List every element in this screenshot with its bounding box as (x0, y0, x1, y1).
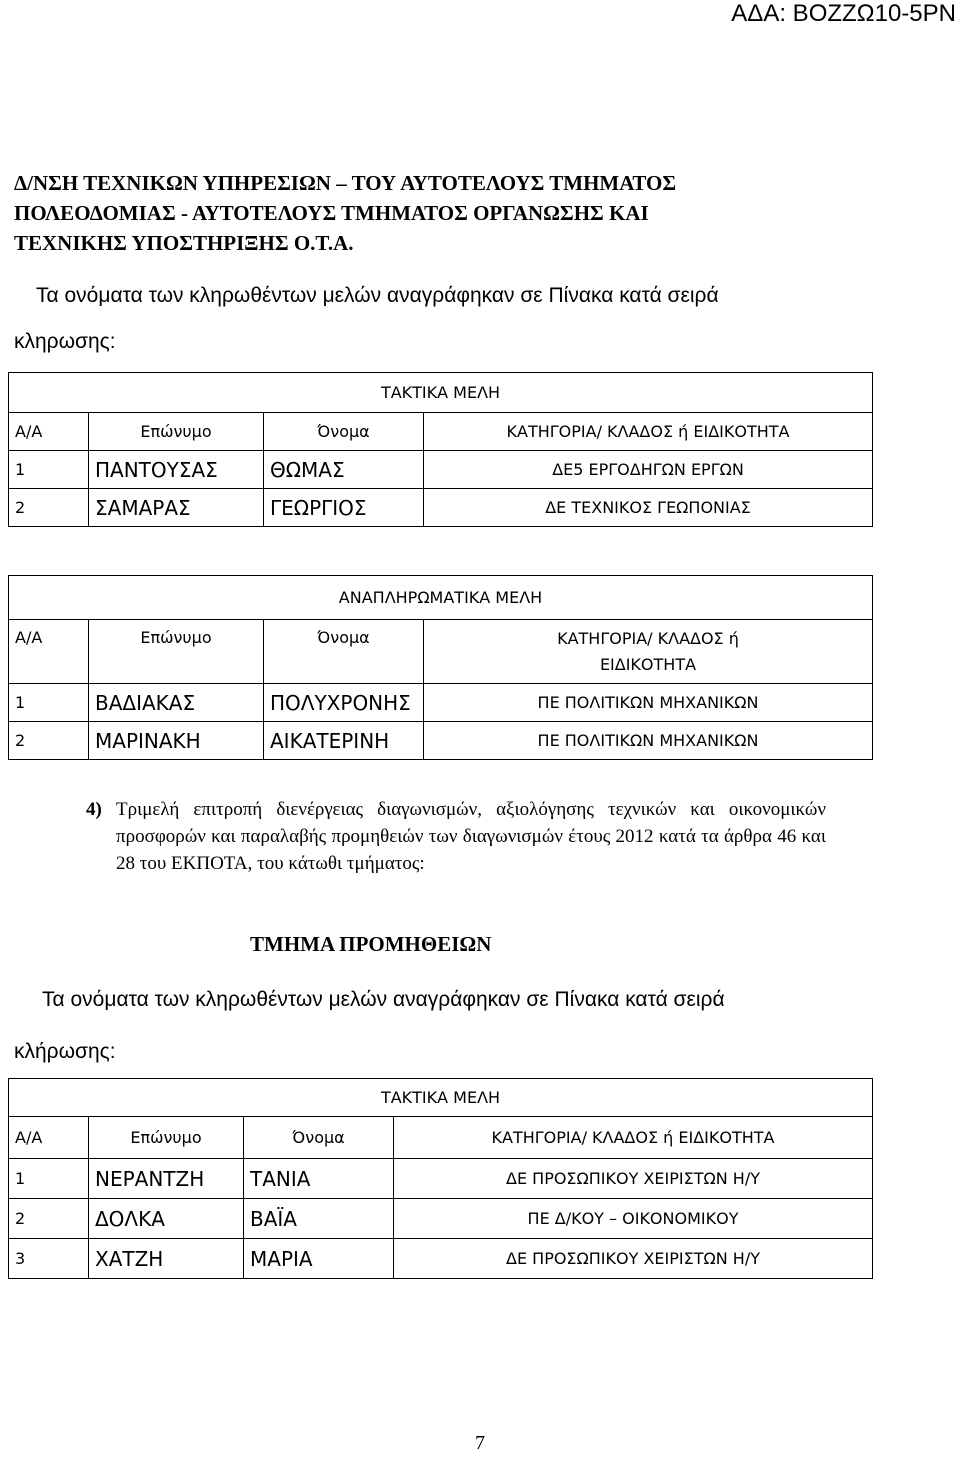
heading-line-1: Δ/ΝΣΗ ΤΕΧΝΙΚΩΝ ΥΠΗΡΕΣΙΩΝ – ΤΟΥ ΑΥΤΟΤΕΛΟΥΣ ΤΜΗΜΑΤΟΣ (14, 171, 677, 195)
col-header-name: Όνομα (244, 1117, 394, 1159)
item-number: 4) (86, 799, 102, 820)
page-number: 7 (475, 1432, 485, 1454)
intro-text-2: Τα ονόματα των κληρωθέντων μελών αναγράφηκαν σε Πίνακα κατά σειρά (42, 988, 725, 1011)
cell-surname: ΝΕΡΑΝΤΖΗ (89, 1159, 244, 1199)
cell-name: ΜΑΡΙΑ (244, 1239, 394, 1279)
col-header-surname: Επώνυμο (89, 620, 264, 684)
cell-surname: ΜΑΡΙΝΑΚΗ (89, 722, 264, 760)
table-row (9, 489, 873, 527)
cell-surname: ΧΑΤΖΗ (89, 1239, 244, 1279)
col-header-category: ΚΑΤΗΓΟΡΙΑ/ ΚΛΑΔΟΣ ή ΕΙΔΙΚΟΤΗΤΑ (394, 1117, 873, 1159)
col-header-name: Όνομα (264, 620, 424, 684)
cell-name: ΒΑΪΑ (244, 1199, 394, 1239)
cell-aa: 2 (9, 1199, 89, 1239)
table-title: ΑΝΑΠΛΗΡΩΜΑΤΙΚΑ ΜΕΛΗ (9, 576, 873, 620)
cell-category: ΠΕ ΠΟΛΙΤΙΚΩΝ ΜΗΧΑΝΙΚΩΝ (424, 684, 873, 722)
cell-name: ΠΟΛΥΧΡΟΝΗΣ (264, 684, 424, 722)
cell-aa: 1 (9, 451, 89, 489)
col-header-category: ΚΑΤΗΓΟΡΙΑ/ ΚΛΑΔΟΣ ή ΕΙΔΙΚΟΤΗΤΑ (424, 413, 873, 451)
table-title: ΤΑΚΤΙΚΑ ΜΕΛΗ (9, 1079, 873, 1117)
col-header-aa: Α/Α (9, 620, 89, 684)
cell-category: ΔΕ5 ΕΡΓΟΔΗΓΩΝ ΕΡΓΩΝ (424, 451, 873, 489)
col-header-surname: Επώνυμο (89, 1117, 244, 1159)
table-title: ΤΑΚΤΙΚΑ ΜΕΛΗ (9, 373, 873, 413)
regular-members-table-1 (8, 372, 873, 527)
department-title: ΤΜΗΜΑ ΠΡΟΜΗΘΕΙΩΝ (250, 932, 492, 956)
cell-aa: 2 (9, 489, 89, 527)
cell-aa: 1 (9, 1159, 89, 1199)
cell-name: ΤΑΝΙΑ (244, 1159, 394, 1199)
heading-line-2: ΠΟΛΕΟΔΟΜΙΑΣ - ΑΥΤΟΤΕΛΟΥΣ ΤΜΗΜΑΤΟΣ ΟΡΓΑΝΩΣΗΣ ΚΑΙ (14, 201, 649, 225)
col-header-aa: Α/Α (9, 413, 89, 451)
cell-category: ΠΕ Δ/ΚΟΥ – ΟΙΚΟΝΟΜΙΚΟΥ (394, 1199, 873, 1239)
table-row (9, 1159, 873, 1199)
cell-category: ΔΕ ΤΕΧΝΙΚΟΣ ΓΕΩΠΟΝΙΑΣ (424, 489, 873, 527)
ada-code: ΑΔΑ: ΒΟΖΖΩ10-5ΡΝ (731, 0, 956, 27)
cell-aa: 3 (9, 1239, 89, 1279)
intro-text-2-cont: κλήρωσης: (14, 1040, 116, 1063)
col-header-surname: Επώνυμο (89, 413, 264, 451)
cell-name: ΑΙΚΑΤΕΡΙΝΗ (264, 722, 424, 760)
cell-category: ΔΕ ΠΡΟΣΩΠΙΚΟΥ ΧΕΙΡΙΣΤΩΝ Η/Υ (394, 1159, 873, 1199)
table-row (9, 1239, 873, 1279)
cell-surname: ΣΑΜΑΡΑΣ (89, 489, 264, 527)
cell-aa: 1 (9, 684, 89, 722)
col-header-name: Όνομα (264, 413, 424, 451)
regular-members-table-2 (8, 1078, 873, 1279)
cell-aa: 2 (9, 722, 89, 760)
col-header-category-line-1: ΚΑΤΗΓΟΡΙΑ/ ΚΛΑΔΟΣ ή (557, 628, 739, 648)
col-header-category-line-2: ΕΙΔΙΚΟΤΗΤΑ (599, 654, 697, 674)
cell-category: ΠΕ ΠΟΛΙΤΙΚΩΝ ΜΗΧΑΝΙΚΩΝ (424, 722, 873, 760)
heading-line-3: ΤΕΧΝΙΚΗΣ ΥΠΟΣΤΗΡΙΞΗΣ Ο.Τ.Α. (14, 231, 354, 255)
col-header-category (424, 620, 873, 684)
table-row (9, 451, 873, 489)
cell-name: ΘΩΜΑΣ (264, 451, 424, 489)
table-row (9, 1199, 873, 1239)
cell-name: ΓΕΩΡΓΙΟΣ (264, 489, 424, 527)
intro-text-1-cont: κληρωσης: (14, 330, 116, 353)
section-heading (14, 168, 676, 258)
cell-category: ΔΕ ΠΡΟΣΩΠΙΚΟΥ ΧΕΙΡΙΣΤΩΝ Η/Υ (394, 1239, 873, 1279)
table-row (9, 722, 873, 760)
cell-surname: ΔΟΛΚΑ (89, 1199, 244, 1239)
item-text: Τριμελή επιτροπή διενέργειας διαγωνισμών, αξιολόγησης τεχνικών και οικονομικών προσφορών και παραλαβής προμηθειών των διαγωνισμών έτους 2012 κατά τα άρθρα 46 και 28 του ΕΚΠΟΤΑ, του κάτωθι τμήματος: (116, 799, 826, 874)
cell-surname: ΠΑΝΤΟΥΣΑΣ (89, 451, 264, 489)
col-header-aa: Α/Α (9, 1117, 89, 1159)
substitute-members-table (8, 575, 873, 760)
intro-text-1: Τα ονόματα των κληρωθέντων μελών αναγράφηκαν σε Πίνακα κατά σειρά (36, 284, 719, 307)
table-row (9, 684, 873, 722)
item-4 (86, 796, 826, 877)
cell-surname: ΒΑΔΙΑΚΑΣ (89, 684, 264, 722)
